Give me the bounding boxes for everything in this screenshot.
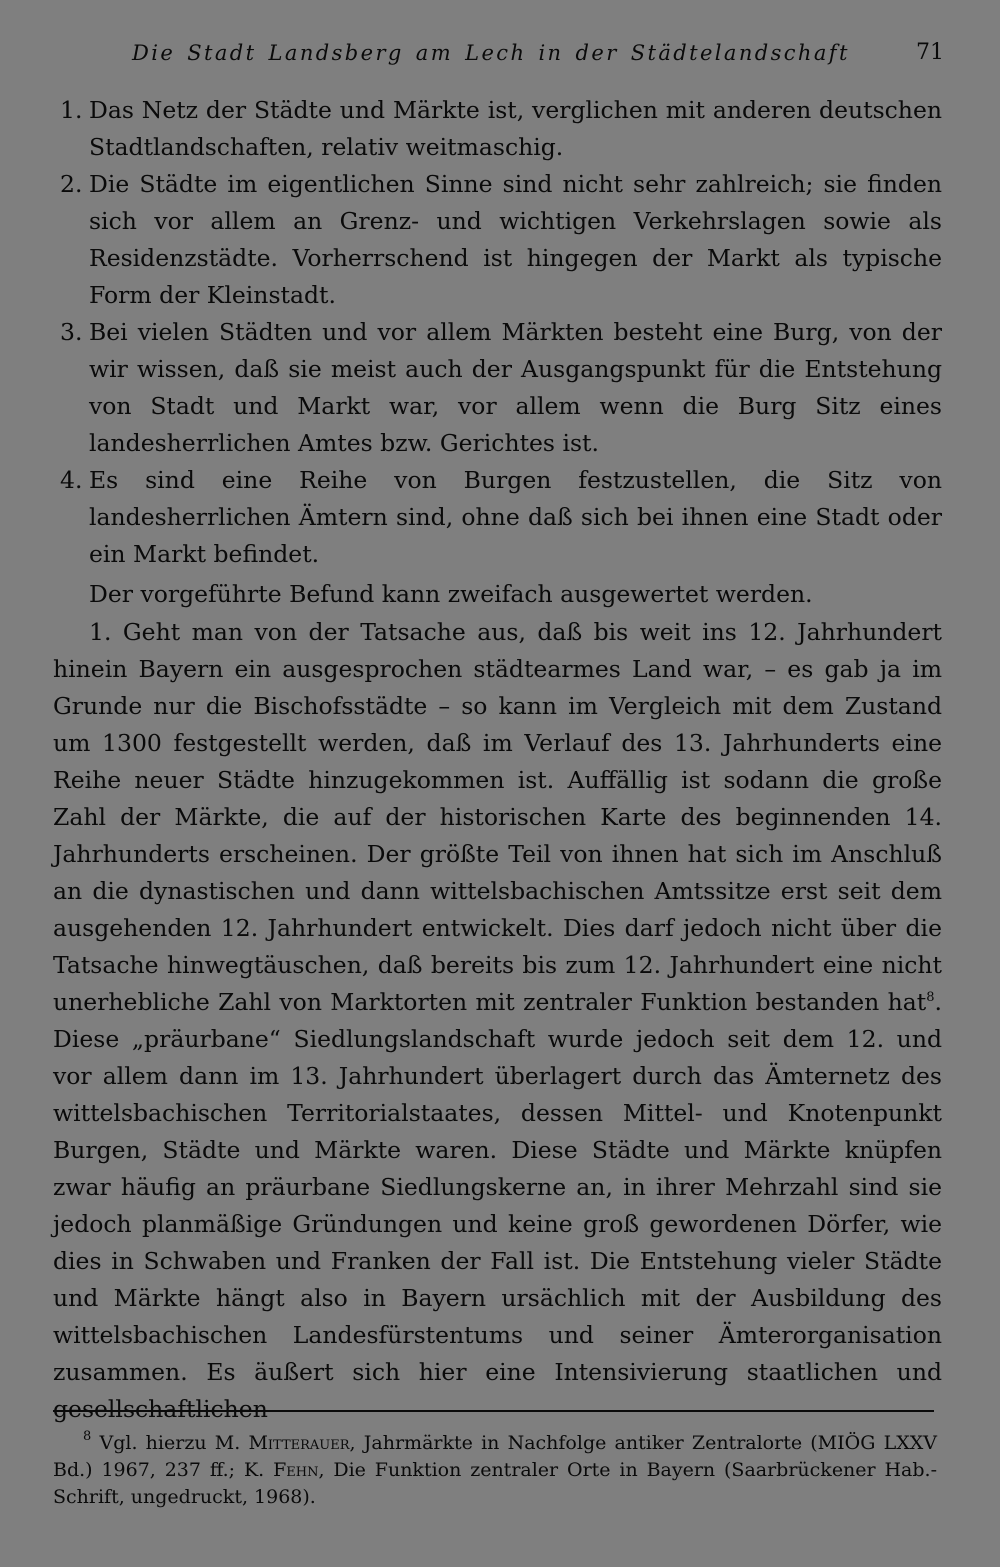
footnote-mid: , Jahrmärkte in Nachfolge antiker Zentralorte (MIÖG LXXV Bd.) 1967, 237 ff.; K. [53, 1432, 937, 1481]
footnote-reference: 8 [926, 990, 935, 1005]
body-text-part-1: 1. Geht man von der Tatsache aus, daß bis weit ins 12. Jahrhundert hinein Bayern ein ausgesprochen städtearmes Land war, – es gab ja im Grunde nur die Bischofsstädte – so kann im Vergleich mit dem Zustand um 1300 festgestellt werden, daß im Verlauf des 13. Jahrhunderts eine Reihe neuer Städte hinzugekommen ist. Auffällig ist sodann die große Zahl der Märkte, die auf der historischen Karte des beginnenden 14. Jahrhunderts erscheinen. Der größte Teil von ihnen hat sich im Anschluß an die dynastischen und dann wittelsbachischen Amtssitze erst seit dem ausgehenden 12. Jahrhundert entwickelt. Dies darf jedoch nicht über die Tatsache hinwegtäuschen, daß bereits bis zum 12. Jahrhundert eine nicht unerhebliche Zahl von Marktorten mit zentraler Funktion bestanden hat [53, 618, 942, 1016]
footnote-author-1: Mitterauer [248, 1432, 350, 1454]
list-item-text: Es sind eine Reihe von Burgen festzustellen, die Sitz von landesherrlichen Ämtern sind, ohne daß sich bei ihnen eine Stadt oder ein Markt befindet. [89, 466, 942, 568]
footnote-lead: Vgl. hierzu M. [99, 1432, 241, 1454]
footnote-tail: , Die Funktion zentraler Orte in Bayern (Saarbrückener Hab.-Schrift, ungedruckt, 1968). [53, 1459, 938, 1508]
list-item-number: 3. [60, 318, 83, 346]
list-item-text: Bei vielen Städten und vor allem Märkten besteht eine Burg, von der wir wissen, daß sie meist auch der Ausgangspunkt für die Entstehung von Stadt und Markt war, vor allem wenn die Burg Sitz eines landesherrlichen Amtes bzw. Gerichtes ist. [89, 318, 942, 457]
list-item [52, 314, 942, 462]
footnote-author-2: Fehn [273, 1459, 319, 1481]
list-item-number: 1. [60, 96, 83, 124]
list-item [52, 92, 942, 166]
list-item [52, 166, 942, 314]
running-title: Die Stadt Landsberg am Lech in der Städtelandschaft [132, 41, 850, 65]
list-item-text: Die Städte im eigentlichen Sinne sind nicht sehr zahlreich; sie finden sich vor allem an Grenz- und wichtigen Verkehrslagen sowie als Residenzstädte. Vorherrschend ist hingegen der Markt als typische Form der Kleinstadt. [89, 170, 942, 309]
summary-sentence: Der vorgeführte Befund kann zweifach ausgewertet werden. [89, 580, 813, 608]
body-text-part-2: . Diese „präurbane“ Siedlungslandschaft wurde jedoch seit dem 12. und vor allem dann im 13. Jahrhundert überlagert durch das Ämternetz des wittelsbachischen Territorialstaates, dessen Mittel- und Knotenpunkt Burgen, Städte und Märkte waren. Diese Städte und Märkte knüpfen zwar häufig an präurbane Siedlungskerne an, in ihrer Mehrzahl sind sie jedoch planmäßige Gründungen und keine groß gewordenen Dörfer, wie dies in Schwaben und Franken der Fall ist. Die Entstehung vieler Städte und Märkte hängt also in Bayern ursächlich mit der Ausbildung des wittelsbachischen Landesfürstentums und seiner Ämterorganisation zusammen. Es äußert sich hier eine Intensivierung staatlichen und gesellschaftlichen [53, 988, 942, 1423]
findings-list [52, 92, 942, 573]
footnote-divider [53, 1410, 934, 1412]
list-item-number: 2. [60, 170, 83, 198]
footnote [53, 1430, 937, 1511]
list-item-number: 4. [60, 466, 83, 494]
running-head [132, 36, 944, 70]
footnote-marker: 8 [83, 1429, 92, 1444]
body-paragraph [53, 614, 942, 1428]
page-number: 71 [916, 40, 944, 65]
list-item [52, 462, 942, 573]
list-item-text: Das Netz der Städte und Märkte ist, verglichen mit anderen deutschen Stadtlandschaften, relativ weitmaschig. [89, 96, 942, 161]
